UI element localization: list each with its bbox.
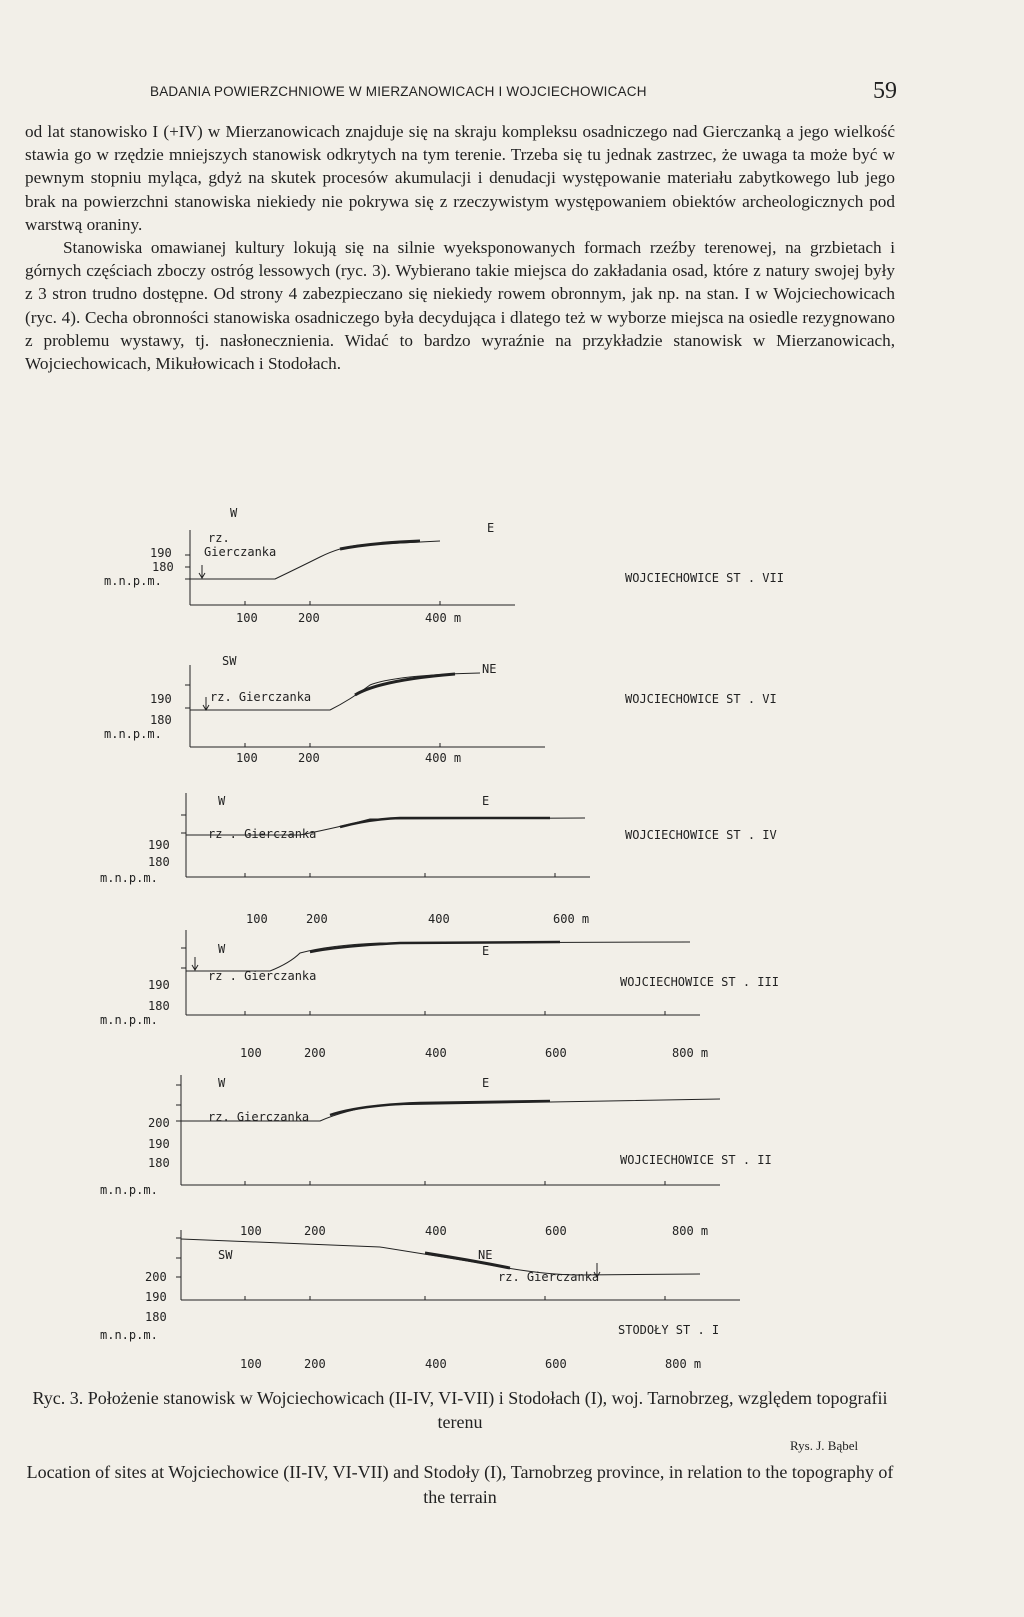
profiles-svg: [0, 505, 1024, 1345]
dir-left-vii: W: [230, 506, 238, 520]
ytick-iv-180: 180: [148, 855, 170, 869]
paragraph-1: od lat stanowisko I (+IV) w Mierzanowicach znajduje się na skraju kompleksu osadniczego nad Gierczanką a jego wielkość stawia go w rzędzie mniejszych stanowisk odkrytych na tym terenie. Trzeba się tu jednak zastrzec, że uwaga ta może być w pewnym stopniu myląca, gdyż na skutek procesów akumulacji i denudacji występowanie materiału zabytkowego lub jego brak na powierzchni stanowiska niekiedy nie pokrywa się z rzeczywistym występowaniem obiektów archeologicznych pod warstwą oraniny.: [25, 122, 895, 234]
xtick-iv-200: 200: [306, 912, 328, 926]
xtick-ii-400: 400: [425, 1224, 447, 1238]
site-vii: WOJCIECHOWICE ST . VII: [625, 571, 784, 585]
xtick-iv-400: 400: [428, 912, 450, 926]
xtick-vii-400: 400 m: [425, 611, 462, 625]
xtick-iii-600: 600: [545, 1046, 567, 1060]
ytick-ii-unit: m.n.p.m.: [100, 1183, 158, 1197]
xtick-stodoly-100: 100: [240, 1357, 262, 1371]
dir-right-vii: E: [487, 521, 495, 535]
ytick-iii-190: 190: [148, 978, 170, 992]
figure-profiles: [0, 505, 1024, 1371]
river-iv: rz . Gierczanka: [208, 827, 317, 841]
river-vii-line1: rz.: [208, 531, 230, 545]
ytick-ii-200: 200: [148, 1116, 170, 1130]
xtick-ii-200: 200: [304, 1224, 326, 1238]
dir-left-iii: W: [218, 942, 226, 956]
page-number: 59: [873, 78, 897, 104]
xtick-iii-400: 400: [425, 1046, 447, 1060]
body-text: [25, 120, 895, 375]
dir-right-vi: NE: [482, 662, 497, 676]
ytick-iii-180: 180: [148, 999, 170, 1013]
xtick-iv-600: 600 m: [553, 912, 590, 926]
dir-right-iii: E: [482, 944, 490, 958]
dir-left-iv: W: [218, 794, 226, 808]
ytick-stodoly-200: 200: [145, 1270, 167, 1284]
site-iv: WOJCIECHOWICE ST . IV: [625, 828, 777, 842]
dir-right-ii: E: [482, 1076, 490, 1090]
profile-ii: [176, 1075, 720, 1185]
ytick-stodoly-unit: m.n.p.m.: [100, 1328, 158, 1342]
xtick-vi-400: 400 m: [425, 751, 462, 765]
page-header: [0, 78, 1024, 108]
site-vi: WOJCIECHOWICE ST . VI: [625, 692, 777, 706]
xtick-ii-100: 100: [240, 1224, 262, 1238]
river-iii: rz . Gierczanka: [208, 969, 317, 983]
xtick-ii-800: 800 m: [672, 1224, 709, 1238]
site-ii: WOJCIECHOWICE ST . II: [620, 1153, 772, 1167]
river-vi: rz. Gierczanka: [210, 690, 312, 704]
xtick-stodoly-400: 400: [425, 1357, 447, 1371]
ytick-vii-180: 180: [152, 560, 174, 574]
profile-vi: [185, 665, 545, 747]
ytick-stodoly-190: 190: [145, 1290, 167, 1304]
river-vii-line2: Gierczanka: [204, 545, 277, 559]
xtick-vi-200: 200: [298, 751, 320, 765]
xtick-stodoly-200: 200: [304, 1357, 326, 1371]
caption-polish: Ryc. 3. Położenie stanowisk w Wojciechowicach (II-IV, VI-VII) i Stodołach (I), woj. Tarnobrzeg, względem topografii terenu: [32, 1388, 888, 1432]
xtick-vii-100: 100: [236, 611, 258, 625]
ytick-iii-unit: m.n.p.m.: [100, 1013, 158, 1027]
site-stodoly-i: STODOŁY ST . I: [618, 1323, 720, 1337]
ytick-vi-180: 180: [150, 713, 172, 727]
xtick-iv-100: 100: [246, 912, 268, 926]
river-stodoly: rz. Gierczanka: [498, 1270, 600, 1284]
ytick-vi-unit: m.n.p.m.: [104, 727, 162, 741]
profile-stodoly-i: [176, 1230, 740, 1300]
dir-right-iv: E: [482, 794, 490, 808]
figure-credit: Rys. J. Bąbel: [790, 1438, 859, 1453]
xtick-vii-200: 200: [298, 611, 320, 625]
dir-left-ii: W: [218, 1076, 226, 1090]
ytick-vii-unit: m.n.p.m.: [104, 574, 162, 588]
xtick-stodoly-600: 600: [545, 1357, 567, 1371]
running-title: BADANIA POWIERZCHNIOWE W MIERZANOWICACH I WOJCIECHOWICACH: [150, 84, 647, 99]
ytick-vii-190: 190: [150, 546, 172, 560]
xtick-iii-200: 200: [304, 1046, 326, 1060]
ytick-ii-190: 190: [148, 1137, 170, 1151]
ytick-iv-190: 190: [148, 838, 170, 852]
stodoly-x-axis-labels: [0, 1357, 1024, 1377]
site-iii: WOJCIECHOWICE ST . III: [620, 975, 779, 989]
ytick-iv-unit: m.n.p.m.: [100, 871, 158, 885]
caption-english: Location of sites at Wojciechowice (II-IV, VI-VII) and Stodoły (I), Tarnobrzeg province, in relation to the topography of the terrain: [26, 1462, 894, 1507]
ytick-ii-180: 180: [148, 1156, 170, 1170]
xtick-vi-100: 100: [236, 751, 258, 765]
dir-left-stodoly: SW: [218, 1248, 233, 1262]
xtick-stodoly-800: 800 m: [665, 1357, 702, 1371]
xtick-iii-800: 800 m: [672, 1046, 709, 1060]
xtick-iii-100: 100: [240, 1046, 262, 1060]
profile-vii: [185, 530, 515, 605]
dir-right-stodoly: NE: [478, 1248, 493, 1262]
river-ii: rz. Gierczanka: [208, 1110, 310, 1124]
paragraph-2: Stanowiska omawianej kultury lokują się na silnie wyeksponowanych formach rzeźby terenowej, na grzbietach i górnych częściach zboczy ostróg lessowych (ryc. 3). Wybierano takie miejsca do zakładania osad, które z natury swojej były z 3 stron trudno dostępne. Od strony 4 zabezpieczano się niekiedy rowem obronnym, jak np. na stan. I w Wojciechowicach (ryc. 4). Cecha obronności stanowiska osadniczego była decydująca i dlatego też w wyborze miejsca na osiedle rezygnowano z problemu wystawy, tj. nasłonecznienia. Widać to bardzo wyraźnie na przykładzie stanowisk w Mierzanowicach, Wojciechowicach, Mikułowicach i Stodołach.: [25, 238, 895, 374]
ytick-stodoly-180: 180: [145, 1310, 167, 1324]
ytick-vi-190: 190: [150, 692, 172, 706]
xtick-ii-600: 600: [545, 1224, 567, 1238]
dir-left-vi: SW: [222, 654, 237, 668]
